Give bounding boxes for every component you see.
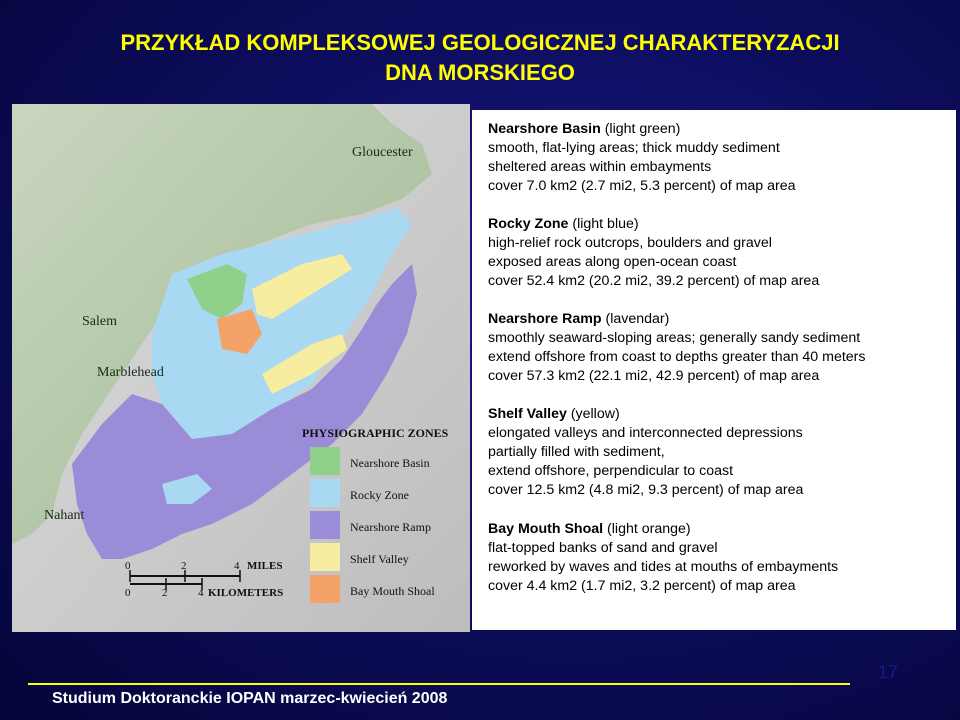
scale-miles-tick-4: 4 [234, 560, 240, 572]
zone-qualifier: (yellow) [566, 406, 620, 422]
zone-line: reworked by waves and tides at mouths of embayments [488, 559, 839, 575]
zone-name: Shelf Valley [488, 406, 567, 422]
scale-km-tick-4: 4 [198, 587, 204, 599]
zone-bay-mouth-shoal-desc [488, 520, 948, 596]
page-number: 17 [878, 662, 899, 682]
place-gloucester: Gloucester [352, 145, 413, 160]
zone-name: Bay Mouth Shoal [488, 521, 604, 537]
physiographic-map [12, 104, 470, 632]
zone-name: Nearshore Basin [488, 121, 601, 137]
zone-line: cover 12.5 km2 (4.8 mi2, 9.3 percent) of map area [488, 482, 804, 498]
zone-nearshore-basin-desc [488, 120, 948, 196]
scale-miles-label: MILES [247, 560, 283, 572]
zone-line: smooth, flat-lying areas; thick muddy sediment [488, 140, 780, 156]
scale-km-label: KILOMETERS [208, 587, 284, 599]
legend-swatch-rocky-zone [310, 479, 340, 507]
legend-swatch-nearshore-ramp [310, 511, 340, 539]
scale-miles-tick-2: 2 [181, 560, 187, 572]
zone-line: elongated valleys and interconnected depressions [488, 425, 803, 441]
legend-label-nearshore-basin: Nearshore Basin [350, 456, 430, 470]
slide-title-line1: PRZYKŁAD KOMPLEKSOWEJ GEOLOGICZNEJ CHARAKTERYZACJI [120, 30, 840, 55]
zone-qualifier: (light blue) [568, 216, 639, 232]
zone-line: high-relief rock outcrops, boulders and gravel [488, 235, 772, 251]
zone-line: cover 57.3 km2 (22.1 mi2, 42.9 percent) of map area [488, 368, 820, 384]
slide-title-line2: DNA MORSKIEGO [385, 60, 575, 85]
legend-title: PHYSIOGRAPHIC ZONES [302, 426, 449, 440]
zone-qualifier: (lavendar) [601, 311, 670, 327]
zone-line: cover 7.0 km2 (2.7 mi2, 5.3 percent) of map area [488, 178, 796, 194]
zone-rocky-desc [488, 215, 948, 291]
place-marblehead: Marblehead [97, 365, 164, 380]
footer-divider [28, 683, 850, 685]
zone-line: sheltered areas within embayments [488, 159, 712, 175]
zone-line: extend offshore, perpendicular to coast [488, 463, 734, 479]
zone-name: Nearshore Ramp [488, 311, 602, 327]
zone-descriptions [472, 110, 956, 630]
footer-text: Studium Doktoranckie IOPAN marzec-kwiecień 2008 [52, 690, 448, 707]
place-nahant: Nahant [44, 508, 85, 523]
zone-qualifier: (light green) [600, 121, 681, 137]
place-salem: Salem [82, 314, 117, 329]
legend-label-bay-mouth-shoal: Bay Mouth Shoal [350, 584, 435, 598]
zone-qualifier: (light orange) [603, 521, 691, 537]
slide-title [0, 28, 960, 88]
scale-km-tick-0: 0 [125, 587, 131, 599]
zone-line: flat-topped banks of sand and gravel [488, 540, 718, 556]
zone-line: exposed areas along open-ocean coast [488, 254, 737, 270]
legend-swatch-bay-mouth-shoal [310, 575, 340, 603]
scale-km-tick-2: 2 [162, 587, 168, 599]
zone-name: Rocky Zone [488, 216, 569, 232]
zone-shelf-valley-desc [488, 405, 948, 500]
map-graphic [12, 104, 470, 632]
zone-line: partially filled with sediment, [488, 444, 665, 460]
zone-line: cover 4.4 km2 (1.7 mi2, 3.2 percent) of map area [488, 578, 796, 594]
zone-line: smoothly seaward-sloping areas; generally sandy sediment [488, 330, 861, 346]
zone-nearshore-ramp-desc [488, 310, 948, 386]
legend-swatch-nearshore-basin [310, 447, 340, 475]
scale-miles-tick-0: 0 [125, 560, 131, 572]
legend-label-rocky-zone: Rocky Zone [350, 488, 409, 502]
zone-line: extend offshore from coast to depths greater than 40 meters [488, 349, 866, 365]
legend-label-nearshore-ramp: Nearshore Ramp [350, 520, 431, 534]
zone-line: cover 52.4 km2 (20.2 mi2, 39.2 percent) of map area [488, 273, 820, 289]
legend-swatch-shelf-valley [310, 543, 340, 571]
legend-label-shelf-valley: Shelf Valley [350, 552, 409, 566]
